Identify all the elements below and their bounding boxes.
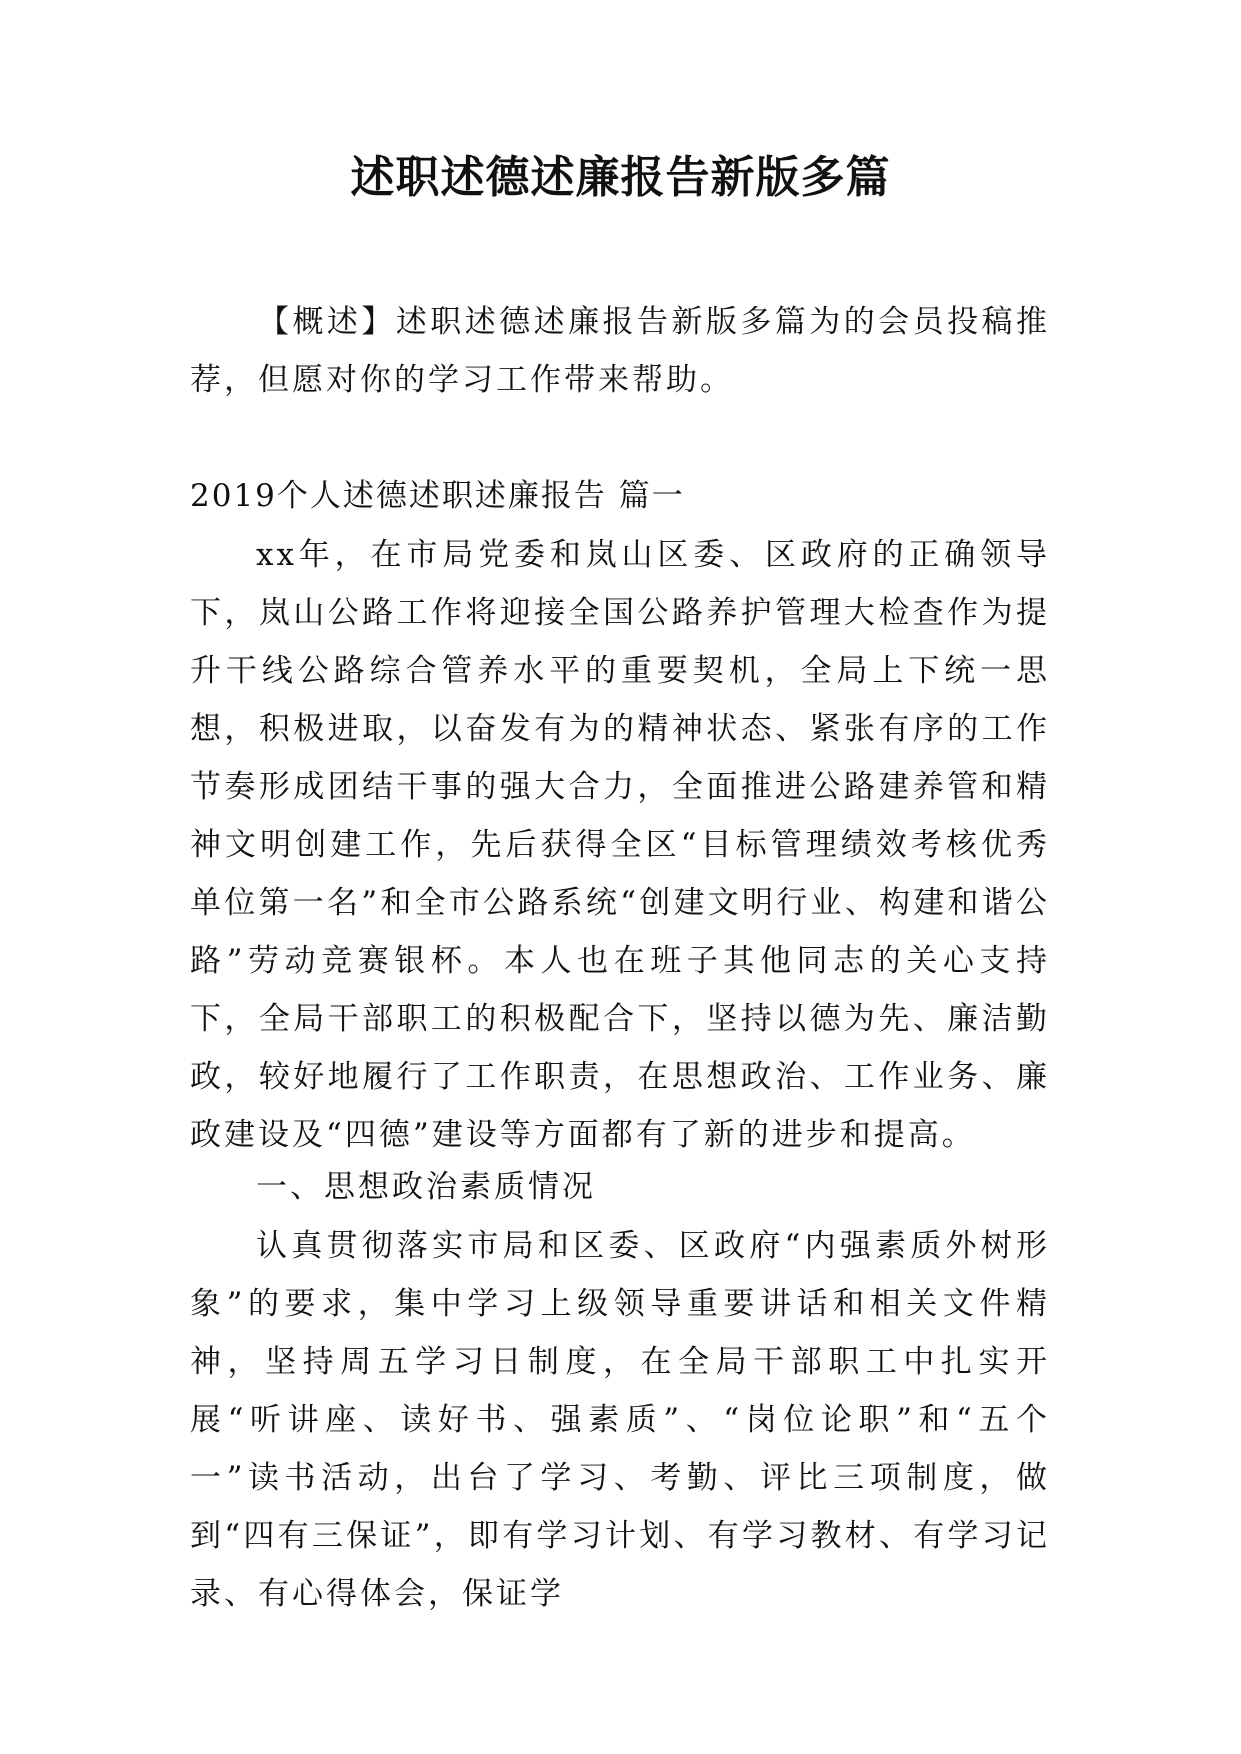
subheading-1: 一、思想政治素质情况: [256, 1169, 596, 1205]
document-title: 述职述德述廉报告新版多篇: [350, 152, 891, 203]
section-heading: 2019个人述德述职述廉报告 篇一: [190, 478, 685, 514]
body-paragraph-1: xx年，在市局党委和岚山区委、区政府的正确领导下，岚山公路工作将迎接全国公路养护管理大检查作为提升干线公路综合管养水平的重要契机，全局上下统一思想，积极进取，以奋发有为的精神状态、紧张有序的工作节奏形成团结干事的强大合力，全面推进公路建养管和精神文明创建工作，先后获得全区“目标管理绩效考核优秀单位第一名”和全市公路系统“创建文明行业、构建和谐公路”劳动竞赛银杯。本人也在班子其他同志的关心支持下，全局干部职工的积极配合下，坚持以德为先、廉洁勤政，较好地履行了工作职责，在思想政治、工作业务、廉政建设及“四德”建设等方面都有了新的进步和提高。: [190, 537, 1050, 1153]
body-paragraph-2: 认真贯彻落实市局和区委、区政府“内强素质外树形象”的要求，集中学习上级领导重要讲话和相关文件精神，坚持周五学习日制度，在全局干部职工中扎实开展“听讲座、读好书、强素质”、“岗位论职”和“五个一”读书活动，出台了学习、考勤、评比三项制度，做到“四有三保证”，即有学习计划、有学习教材、有学习记录、有心得体会，保证学: [190, 1228, 1050, 1612]
summary-paragraph: 【概述】述职述德述廉报告新版多篇为的会员投稿推荐，但愿对你的学习工作带来帮助。: [190, 304, 1050, 398]
